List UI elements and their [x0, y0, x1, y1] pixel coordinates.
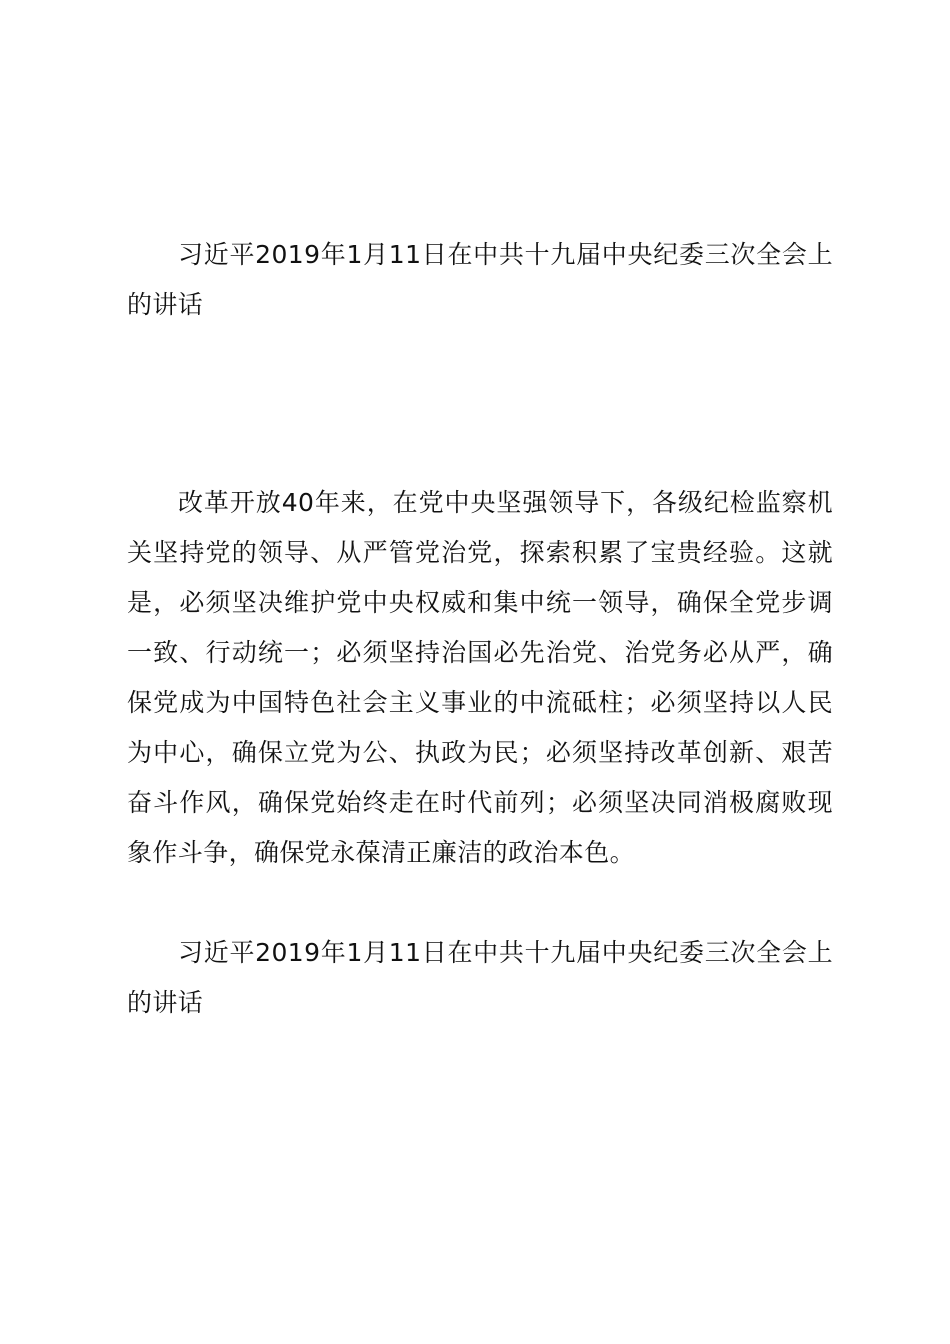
body-paragraph: 改革开放40年来，在党中央坚强领导下，各级纪检监察机关坚持党的领导、从严管党治党，探索积累了宝贵经验。这就是，必须坚决维护党中央权威和集中统一领导，确保全党步调一致、行动统一；必须坚持治国必先治党、治党务必从严，确保党成为中国特色社会主义事业的中流砥柱；必须坚持以人民为中心，确保立党为公、执政为民；必须坚持改革创新、艰苦奋斗作风，确保党始终走在时代前列；必须坚决同消极腐败现象作斗争，确保党永葆清正廉洁的政治本色。 — [127, 488, 833, 867]
document-title: 习近平2019年1月11日在中共十九届中央纪委三次全会上的讲话 — [127, 240, 833, 319]
repeated-document-title: 习近平2019年1月11日在中共十九届中央纪委三次全会上的讲话 — [127, 938, 833, 1017]
